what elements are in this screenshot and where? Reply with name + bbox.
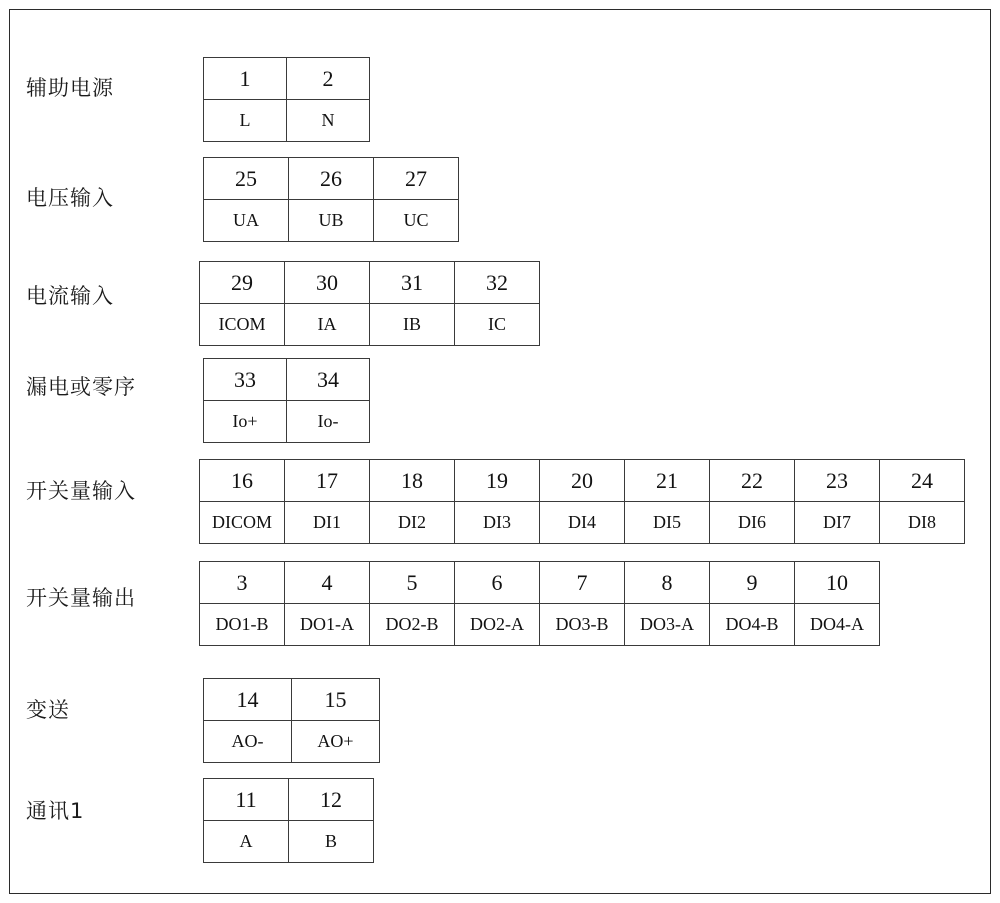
table-row (204, 359, 370, 401)
terminal-name-cell: ICOM (200, 304, 285, 346)
terminal-name-cell: DI6 (710, 502, 795, 544)
terminal-name-cell: UC (374, 200, 459, 242)
terminal-number-cell: 31 (370, 262, 455, 304)
terminal-name-cell: UB (289, 200, 374, 242)
terminal-name-cell: DO3-B (540, 604, 625, 646)
terminal-number-cell: 12 (289, 779, 374, 821)
group-label-digital-input: 开关量输入 (26, 479, 136, 503)
terminal-number-cell: 10 (795, 562, 880, 604)
terminal-name-cell: DI2 (370, 502, 455, 544)
table-row (204, 158, 459, 200)
table-row (200, 304, 540, 346)
table-row (204, 821, 374, 863)
terminal-table-transducer-output (203, 678, 380, 763)
terminal-name-cell: DO4-A (795, 604, 880, 646)
terminal-name-cell: DO2-A (455, 604, 540, 646)
terminal-number-cell: 15 (292, 679, 380, 721)
terminal-name-cell: DI1 (285, 502, 370, 544)
terminal-name-cell: AO- (204, 721, 292, 763)
terminal-name-cell: B (289, 821, 374, 863)
table-row (204, 779, 374, 821)
terminal-name-cell: UA (204, 200, 289, 242)
terminal-name-cell: DI3 (455, 502, 540, 544)
terminal-number-cell: 2 (287, 58, 370, 100)
terminal-number-cell: 19 (455, 460, 540, 502)
terminal-name-cell: DI7 (795, 502, 880, 544)
group-label-voltage-input: 电压输入 (26, 186, 114, 210)
terminal-name-cell: DO4-B (710, 604, 795, 646)
terminal-name-cell: DICOM (200, 502, 285, 544)
terminal-name-cell: DI8 (880, 502, 965, 544)
terminal-number-cell: 11 (204, 779, 289, 821)
terminal-name-cell: DO2-B (370, 604, 455, 646)
terminal-table-communication-1 (203, 778, 374, 863)
terminal-number-cell: 24 (880, 460, 965, 502)
table-row (204, 200, 459, 242)
terminal-number-cell: 23 (795, 460, 880, 502)
table-row (204, 679, 380, 721)
terminal-number-cell: 3 (200, 562, 285, 604)
terminal-number-cell: 7 (540, 562, 625, 604)
terminal-number-cell: 22 (710, 460, 795, 502)
group-label-communication-1: 通讯1 (26, 799, 85, 823)
group-label-transducer-output: 变送 (26, 698, 70, 722)
terminal-number-cell: 25 (204, 158, 289, 200)
terminal-table-digital-output (199, 561, 880, 646)
terminal-number-cell: 1 (204, 58, 287, 100)
terminal-name-cell: IC (455, 304, 540, 346)
terminal-number-cell: 33 (204, 359, 287, 401)
terminal-number-cell: 6 (455, 562, 540, 604)
terminal-number-cell: 4 (285, 562, 370, 604)
terminal-number-cell: 32 (455, 262, 540, 304)
terminal-table-digital-input (199, 459, 965, 544)
terminal-number-cell: 8 (625, 562, 710, 604)
terminal-name-cell: DI4 (540, 502, 625, 544)
terminal-name-cell: Io+ (204, 401, 287, 443)
terminal-name-cell: IA (285, 304, 370, 346)
group-label-leakage-or-zero-sequence: 漏电或零序 (26, 375, 136, 399)
terminal-name-cell: DO3-A (625, 604, 710, 646)
table-row (200, 562, 880, 604)
terminal-number-cell: 16 (200, 460, 285, 502)
terminal-number-cell: 27 (374, 158, 459, 200)
table-row (200, 262, 540, 304)
terminal-name-cell: L (204, 100, 287, 142)
terminal-table-current-input (199, 261, 540, 346)
terminal-number-cell: 29 (200, 262, 285, 304)
terminal-number-cell: 18 (370, 460, 455, 502)
terminal-number-cell: 14 (204, 679, 292, 721)
terminal-name-cell: DI5 (625, 502, 710, 544)
table-row (204, 721, 380, 763)
table-row (204, 401, 370, 443)
terminal-number-cell: 21 (625, 460, 710, 502)
terminal-name-cell: A (204, 821, 289, 863)
terminal-number-cell: 20 (540, 460, 625, 502)
table-row (204, 100, 370, 142)
terminal-number-cell: 17 (285, 460, 370, 502)
group-label-auxiliary-power: 辅助电源 (26, 76, 114, 100)
terminal-number-cell: 9 (710, 562, 795, 604)
group-label-current-input: 电流输入 (26, 284, 114, 308)
terminal-name-cell: DO1-B (200, 604, 285, 646)
terminal-name-cell: N (287, 100, 370, 142)
terminal-number-cell: 5 (370, 562, 455, 604)
terminal-name-cell: DO1-A (285, 604, 370, 646)
terminal-number-cell: 34 (287, 359, 370, 401)
terminal-table-leakage-or-zero-sequence (203, 358, 370, 443)
table-row (200, 460, 965, 502)
group-label-digital-output: 开关量输出 (26, 586, 136, 610)
terminal-number-cell: 26 (289, 158, 374, 200)
table-row (200, 502, 965, 544)
terminal-number-cell: 30 (285, 262, 370, 304)
terminal-table-voltage-input (203, 157, 459, 242)
table-row (200, 604, 880, 646)
terminal-name-cell: IB (370, 304, 455, 346)
terminal-name-cell: Io- (287, 401, 370, 443)
table-row (204, 58, 370, 100)
terminal-table-auxiliary-power (203, 57, 370, 142)
terminal-name-cell: AO+ (292, 721, 380, 763)
